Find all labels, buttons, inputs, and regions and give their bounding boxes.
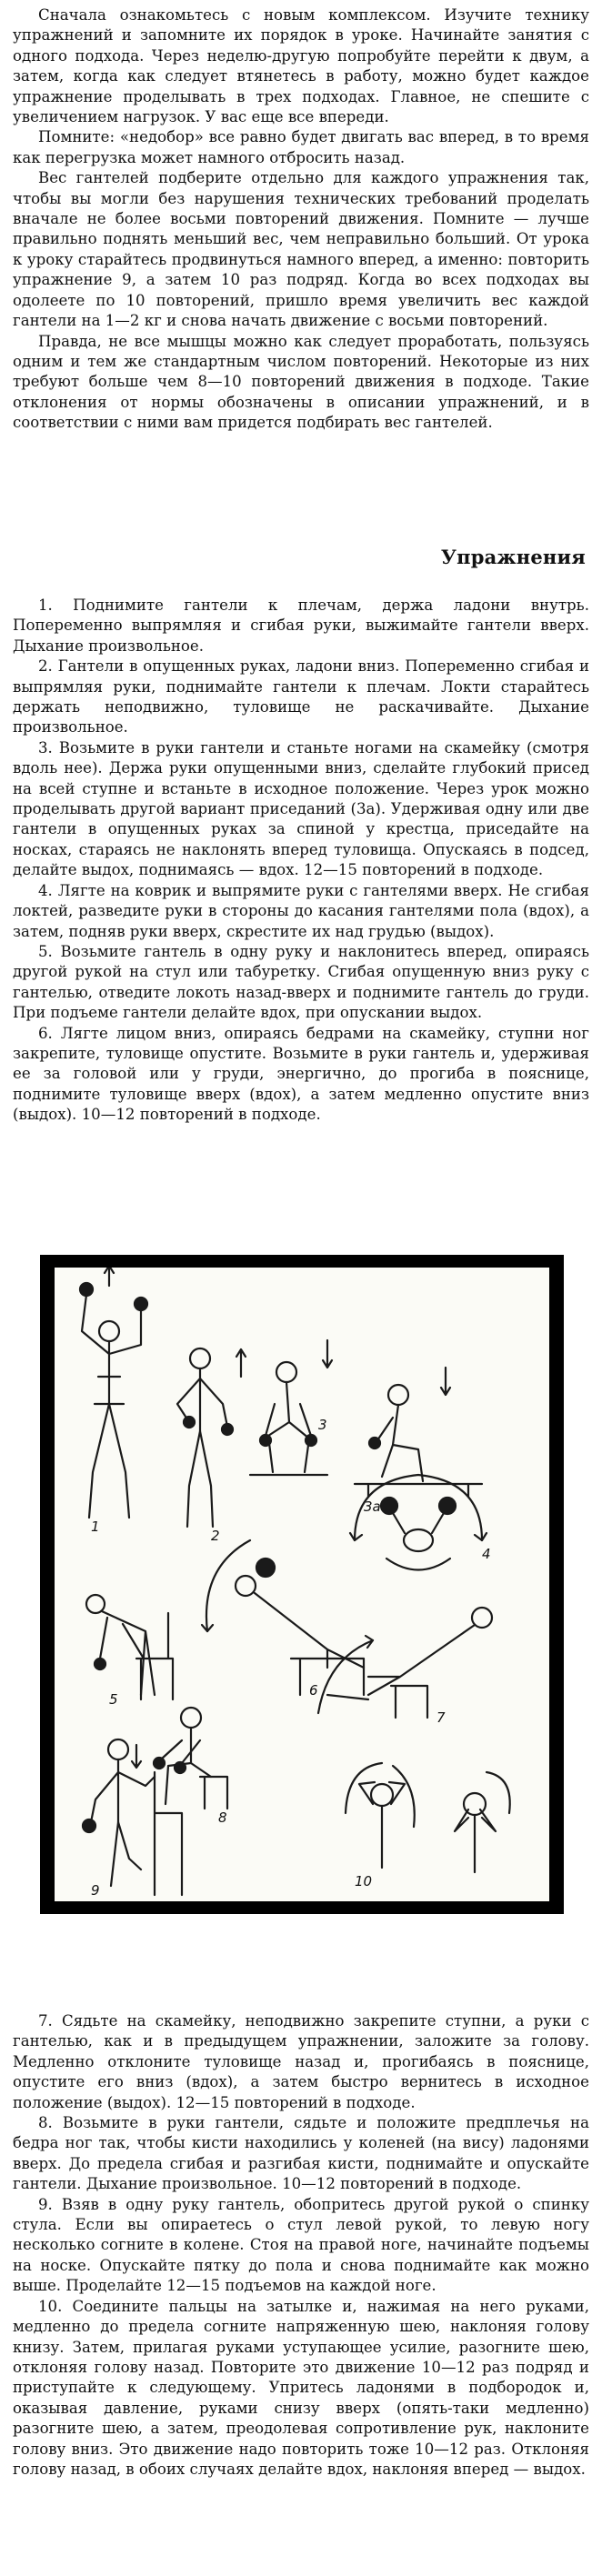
- exercise-item: 1. Поднимите гантели к плечам, держа ладони внутрь. Попеременно выпрямляя и сгибая руки, выжимайте гантели вверх. Дыхание произвольное.: [13, 596, 589, 655]
- illustration-panel: [55, 1268, 549, 1901]
- figure-back-extension-drawing: [202, 1540, 364, 1695]
- intro-paragraph: Правда, не все мышцы можно как следует проработать, пользуясь одним и тем же стандартным числом повторений. Некоторые из них требуют больше чем 8—10 повторений движения в подходе. Такие отклонения от нормы обозначены в описании упражнений, и в соответствии с ними вам придется подбирать вес гантелей.: [13, 332, 589, 432]
- figure-label: 4: [482, 1546, 491, 1562]
- figure-label: 3а: [364, 1498, 381, 1515]
- exercise-item: 8. Возьмите в руки гантели, сядьте и положите предплечья на бедра ног так, чтобы кисти находились у коленей (на вису) ладонями вверх. До предела сгибая и разгибая кисти, поднимайте и опускайте гантели. Дыхание произвольное. 10—12 повторений в подходе.: [13, 2114, 589, 2193]
- exercise-item: 3. Возьмите в руки гантели и станьте ногами на скамейку (смотря вдоль нее). Держа руки опущенными вниз, сделайте глубокий присед на всей ступне и встаньте в исходное положение. Через урок можно проделывать другой вариант приседаний (3а). Удерживая одну или две гантели в опущенных руках за спиной у крестца, приседайте на носках, стараясь не наклонять вперед туловища. Опускаясь в подсед, делайте выдох, поднимаясь — вдох. 12—15 повторений в подходе.: [13, 738, 589, 879]
- exercise-list-bottom: [13, 2011, 589, 2480]
- intro-text: [13, 5, 589, 434]
- figure-label: 2: [211, 1528, 220, 1544]
- figure-label: 9: [91, 1882, 100, 1899]
- exercise-item: 4. Лягте на коврик и выпрямите руки с гантелями вверх. Не сгибая локтей, разведите руки в стороны до касания гантелями пола (вдох), а затем, подняв руки вверх, скрестите их над грудью (выдох).: [13, 881, 589, 940]
- figure-curl-drawing: [177, 1348, 246, 1527]
- figure-press-drawing: [80, 1268, 147, 1518]
- exercise-list-top: [13, 596, 589, 1126]
- figure-flyes-drawing: [350, 1475, 487, 1570]
- figure-label: 6: [309, 1682, 318, 1699]
- figure-wrist-curl-drawing: [132, 1708, 227, 1809]
- intro-paragraph: Помните: «недобор» все равно будет двигать вас вперед, в то время как перегрузка может намного отбросить назад.: [13, 128, 589, 166]
- exercise-item: 5. Возьмите гантель в одну руку и наклонитесь вперед, опираясь другой рукой на стул или табуретку. Сгибая опущенную вниз руку с гантелью, отведите локоть назад-вверх и поднимите гантель до груди. При подъеме гантели делайте вдох, при опускании выдох.: [13, 942, 589, 1022]
- figure-squat-drawing: [250, 1340, 332, 1475]
- figure-squat-alt-drawing: [355, 1368, 482, 1497]
- figure-label: 7: [436, 1709, 446, 1726]
- figure-row-drawing: [86, 1595, 173, 1699]
- exercise-item: 7. Сядьте на скамейку, неподвижно закрепите ступни, а руки с гантелью, как и в предыдущем упражнении, заложите за голову. Медленно отклоните туловище назад и, прогибаясь в пояснице, опустите его вниз (вдох), а затем быстро вернитесь в исходное положение (выдох). 12—15 повторений в подходе.: [13, 2012, 589, 2111]
- figure-label: 3: [318, 1417, 327, 1433]
- exercise-item: 2. Гантели в опущенных руках, ладони вниз. Попеременно сгибая и выпрямляя руки, поднимайте гантели к плечам. Локти старайтесь держать неподвижно, туловище не раскачивайте. Дыхание произвольное.: [13, 657, 589, 737]
- section-heading: Упражнения: [440, 546, 586, 568]
- exercise-drawings: [55, 1268, 549, 1901]
- exercise-item: 10. Соедините пальцы на затылке и, нажимая на него руками, медленно до предела согните напряженную шею, наклоняя голову книзу. Затем, прилагая руками уступающее усилие, разогните шею, отклоняя голову назад. Повторите это движение 10—12 раз подряд и приступайте к следующему. Упритесь ладонями в подбородок и, оказывая давление, руками снизу вверх (опять-таки медленно) разогните шею, а затем, преодолевая сопротивление рук, наклоните голову вниз. Это движение надо повторить тоже 10—12 раз. Отклоняя голову назад, в обоих случаях делайте вдох, наклоняя вперед — выдох.: [13, 2297, 589, 2478]
- figure-label: 5: [109, 1691, 118, 1708]
- figure-neck-drawing: [346, 1763, 510, 1872]
- figure-label: 1: [91, 1519, 100, 1535]
- exercise-item: 9. Взяв в одну руку гантель, обопритесь другой рукой о спинку стула. Если вы опираетесь о стул левой рукой, то левую ногу несколько согните в колене. Стоя на правой ноге, начинайте подъемы на носке. Опускайте пятку до пола и снова поднимайте как можно выше. Проделайте 12—15 подъемов на каждой ноге.: [13, 2195, 589, 2295]
- figure-label: 10: [355, 1873, 373, 1889]
- exercise-illustration: [40, 1255, 564, 1914]
- intro-paragraph: Сначала ознакомьтесь с новым комплексом. Изучите технику упражнений и запомните их порядок в уроке. Начинайте занятия с одного подхода. Через неделю-другую попробуйте перейти к двум, а затем, когда как следует втянетесь в работу, можно будет каждое упражнение проделывать в трех подходах. Главное, не спешите с увеличением нагрузок. У вас еще все впереди.: [13, 6, 589, 126]
- intro-paragraph: Вес гантелей подберите отдельно для каждого упражнения так, чтобы вы могли без нарушения технических требований проделать вначале не более восьми повторений движения. Помните — лучше правильно поднять меньший вес, чем неправильно больший. От урока к уроку старайтесь продвинуться намного вперед, а именно: повторить упражнение 9, а затем 10 раз подряд. Когда во всех подходах вы одолеете по 10 повторений, пришло время увеличить вес каждой гантели на 1—2 кг и снова начать движение с восьми повторений.: [13, 169, 589, 330]
- figure-label: 8: [218, 1809, 227, 1826]
- exercise-item: 6. Лягте лицом вниз, опираясь бедрами на скамейку, ступни ног закрепите, туловище опустите. Возьмите в руки гантель и, удерживая ее за головой или у груди, энергично, до прогиба в пояснице, поднимите туловище вверх (вдох), а затем медленно опустите вниз (выдох). 10—12 повторений в подходе.: [13, 1024, 589, 1124]
- figure-sit-back-drawing: [318, 1608, 492, 1718]
